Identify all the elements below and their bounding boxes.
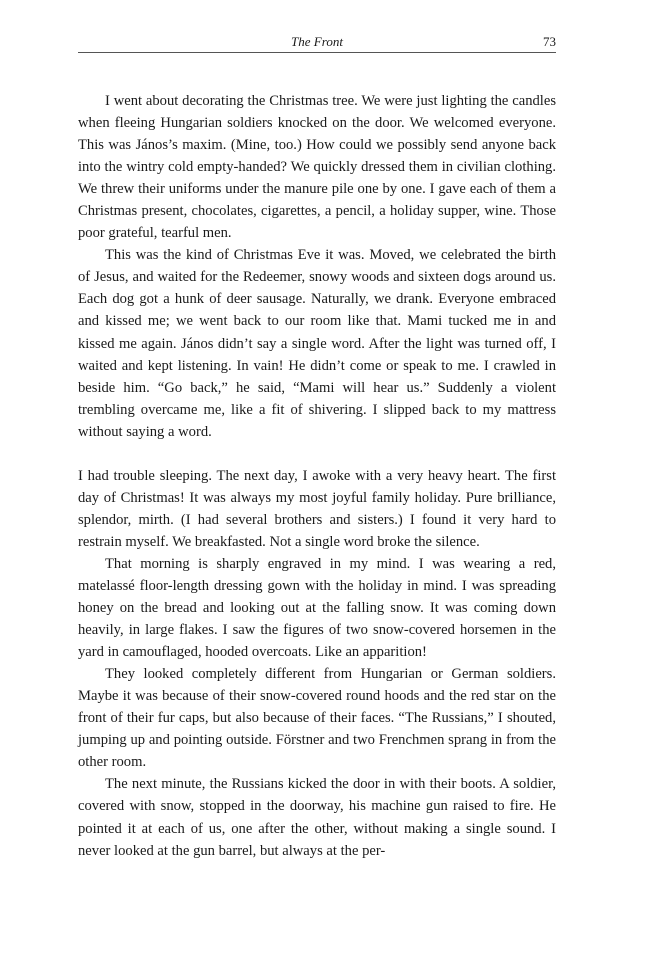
paragraph: The next minute, the Russians kicked the door in with their boots. A soldier, covered with snow, stopped in the doorway, his machine gun raised to fire. He pointed it at each of us, one after the other, without making a single sound. I never looked at the gun barrel, but always at the per- xyxy=(78,776,556,859)
paragraph: I went about decorating the Christmas tree. We were just lighting the candles when fleeing Hungarian soldiers knocked on the door. We welcomed everyone. This was János’s maxim. (Mine, too.) How could we possibly send anyone back into the wintry cold empty-handed? We quickly dressed them in civilian clothing. We threw their uniforms under the manure pile one by one. I gave each of them a Christmas present, chocolates, cigarettes, a pencil, a holiday supper, wine. Those poor grateful, tearful men. xyxy=(78,93,556,242)
paragraph-section-start: I had trouble sleeping. The next day, I awoke with a very heavy heart. The first day of Christmas! It was always my most joyful family holiday. Pure brilliance, splendor, mirth. (I had several brothers and sisters.) I found it very hard to restrain myself. We breakfasted. Not a single word broke the silence. xyxy=(78,467,556,550)
running-title: The Front xyxy=(291,34,343,49)
running-header xyxy=(78,34,556,53)
page-number: 73 xyxy=(543,34,556,49)
paragraph: This was the kind of Christmas Eve it was. Moved, we celebrated the birth of Jesus, and waited for the Redeemer, snowy woods and sixteen dogs around us. Each dog got a hunk of deer sausage. Naturally, we drank. Everyone embraced and kissed me; we went back to our room like that. Mami tucked me in and kissed me again. János didn’t say a single word. After the light was turned off, I waited and kept listening. In vain! He didn’t come or speak to me. I crawled in beside him. “Go back,” he said, “Mami will hear us.” Suddenly a violent trembling overcame me, like a fit of shivering. I slipped back to my mattress without saying a word. xyxy=(78,247,556,440)
paragraph: They looked completely different from Hungarian or German soldiers. Maybe it was because of their snow-covered round hoods and the red star on the front of their fur caps, but also because of their faces. “The Russians,” I shouted, jumping up and pointing outside. Förstner and two Frenchmen sprang in from the other room. xyxy=(78,666,556,771)
paragraph: That morning is sharply engraved in my mind. I was wearing a red, matelassé floor-length dressing gown with the holiday in mind. I was spreading honey on the bread and looking out at the falling snow. It was coming down heavily, in large flakes. I saw the figures of two snow-covered horsemen in the yard in camouflaged, hooded overcoats. Like an apparition! xyxy=(78,555,556,661)
body-text xyxy=(78,90,556,862)
